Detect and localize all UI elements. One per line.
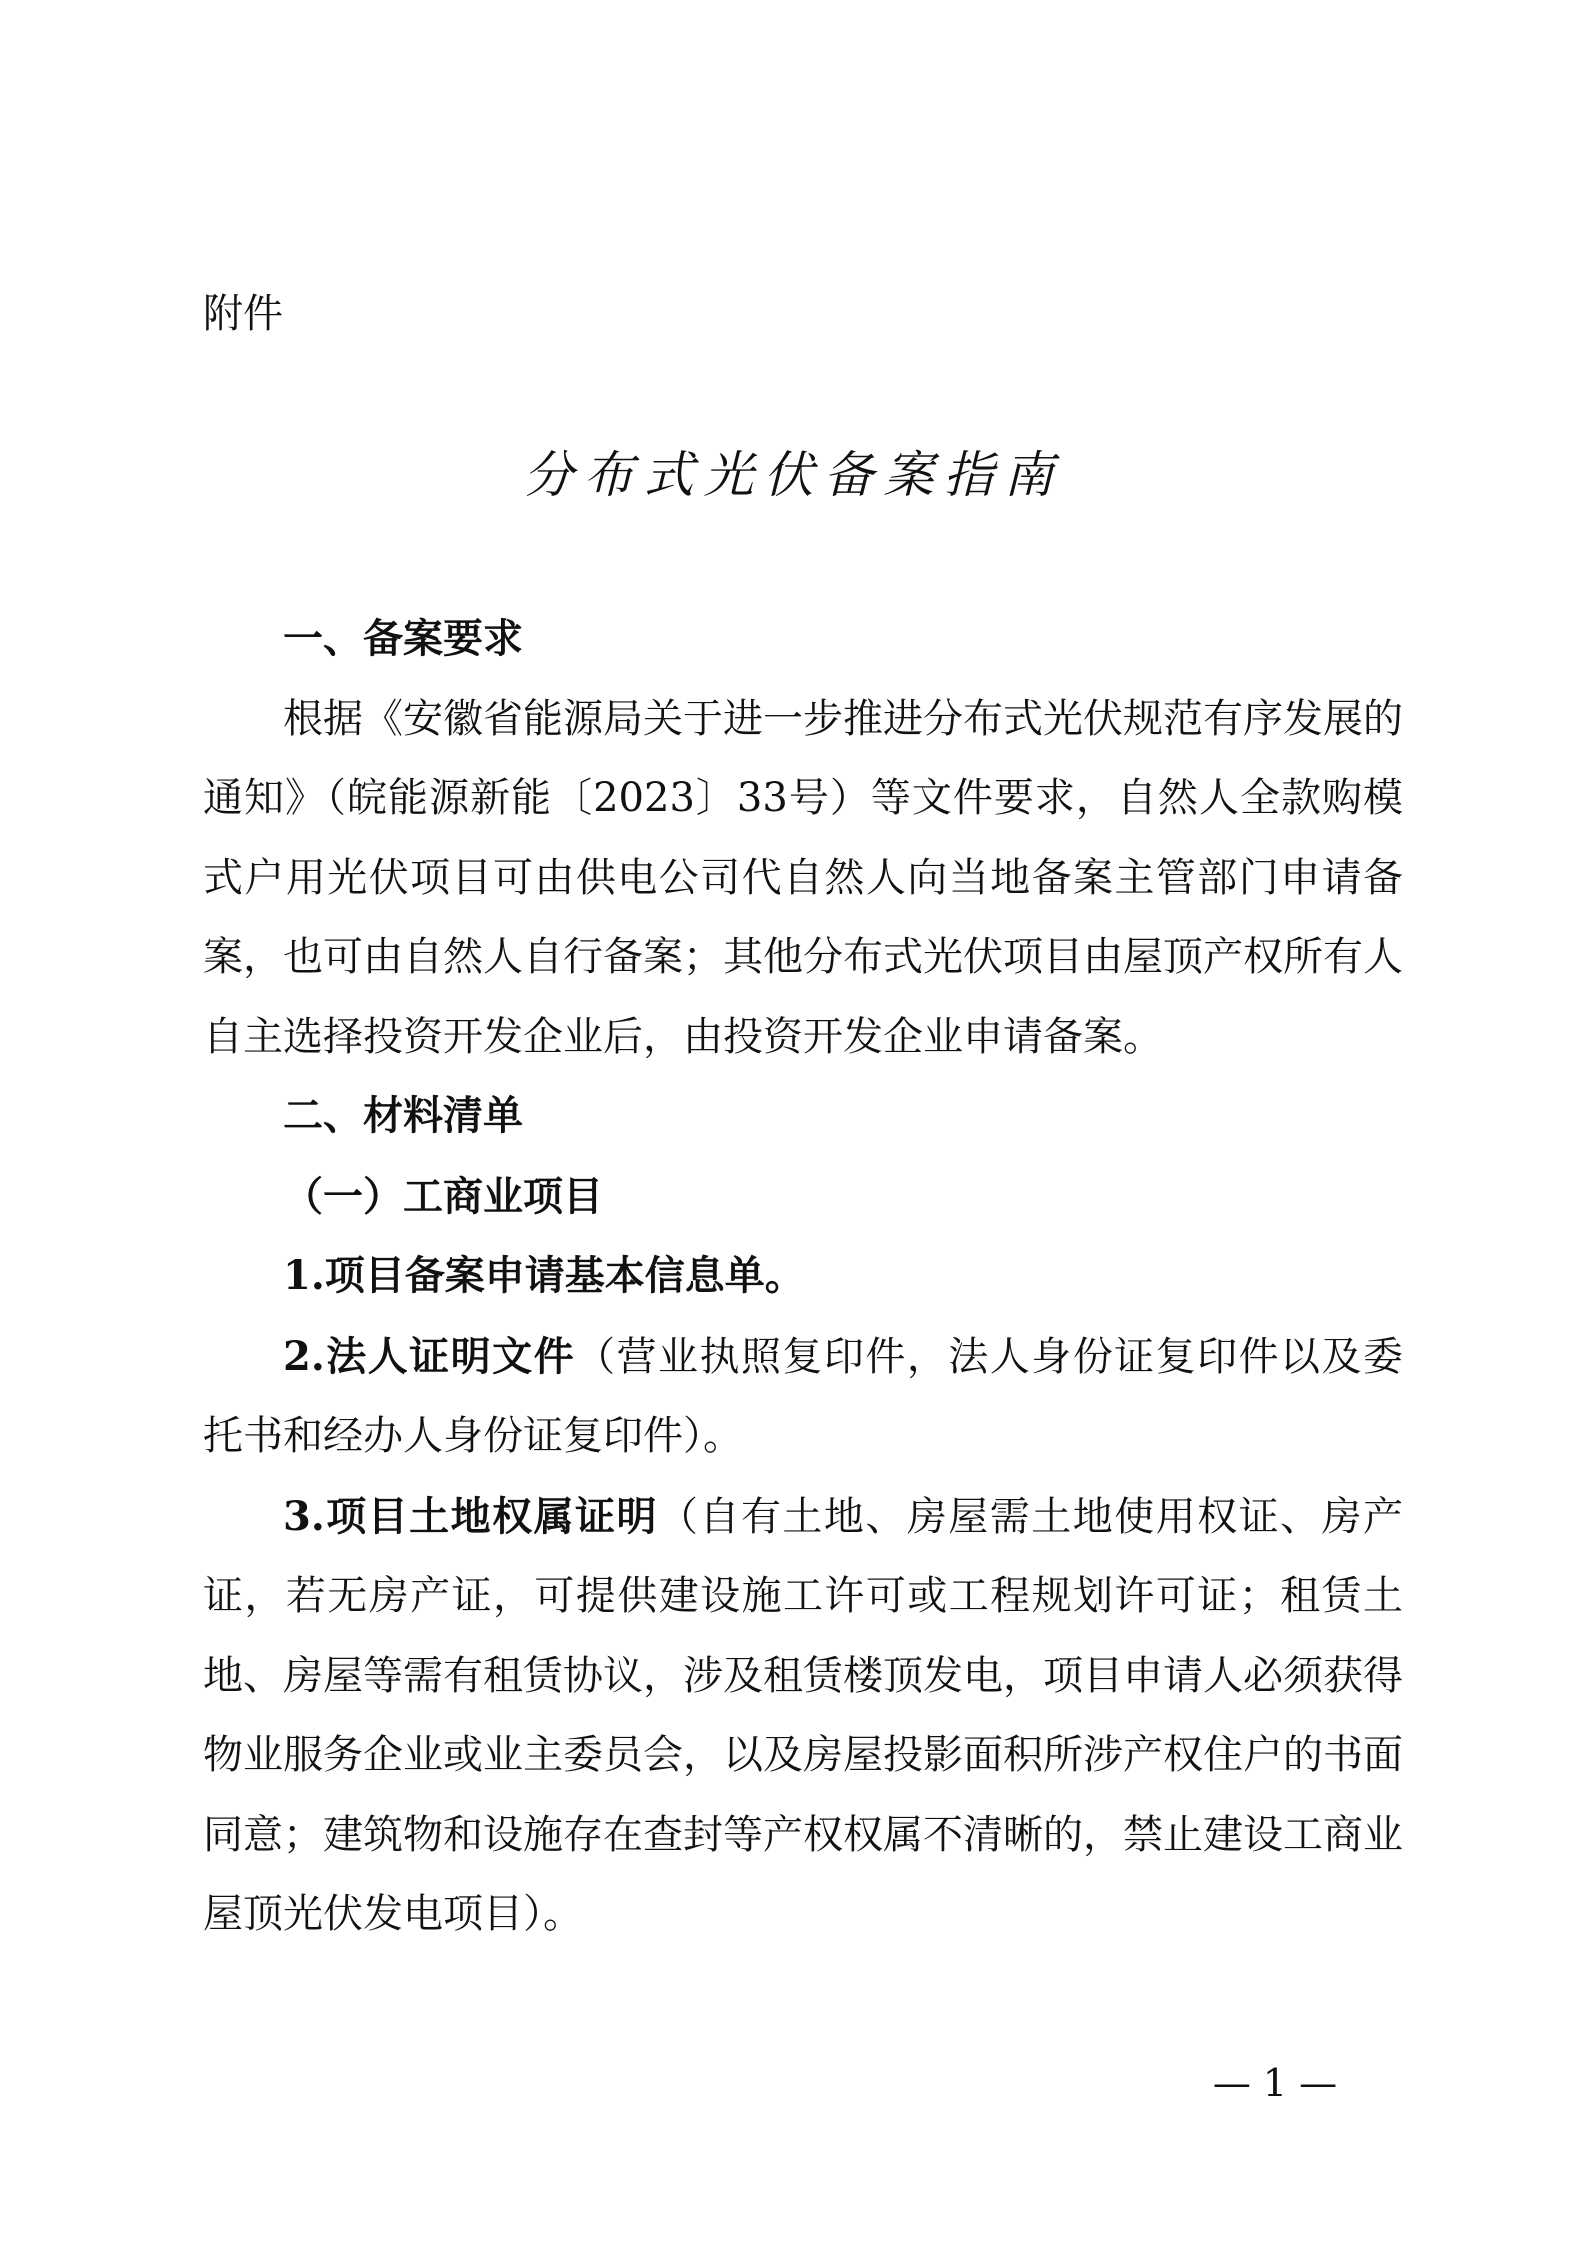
material-item-1-lead: 1.项目备案申请基本信息单。 [283,1252,805,1299]
subsection-heading-commercial: （一）工商业项目 [283,1172,603,1220]
section-heading-materials: 二、材料清单 [283,1093,523,1139]
attachment-label: 附件 [203,291,283,337]
material-item-2-lead: 2.法人证明文件 [283,1332,576,1380]
requirements-paragraph: 根据《安徽省能源局关于进一步推进分布式光伏规范有序发展的通知》（皖能源新能〔2023〕33号）等文件要求，自然人全款购模式户用光伏项目可由供电公司代自然人向当地备案主管部门申请备案，也可由自然人自行备案；其他分布式光伏项目由屋顶产权所有人自主选择投资开发企业后，由投资开发企业申请备案。 [203,695,1403,1060]
document-title: 分布式光伏备案指南 [523,446,1064,504]
material-item-3-detail: （自有土地、房屋需土地使用权证、房产证，若无房产证，可提供建设施工许可或工程规划许可证；租赁土地、房屋等需有租赁协议，涉及租赁楼顶发电，项目申请人必须获得物业服务企业或业主委员会，以及房屋投影面积所涉产权住户的书面同意；建筑物和设施存在查封等产权权属不清晰的，禁止建设工商业屋顶光伏发电项目）。 [203,1493,1403,1937]
material-item-2 [203,1317,1403,1477]
material-item-1 [203,1236,1403,1317]
material-item-2-detail: （营业执照复印件，法人身份证复印件以及委托书和经办人身份证复印件）。 [203,1333,1404,1459]
page-number: — 1 — [1212,2061,1338,2105]
material-item-3-lead: 3.项目土地权属证明 [283,1492,658,1540]
section-heading-requirements: 一、备案要求 [283,616,523,662]
material-item-3 [203,1477,1403,1955]
document-body [203,600,1403,1955]
